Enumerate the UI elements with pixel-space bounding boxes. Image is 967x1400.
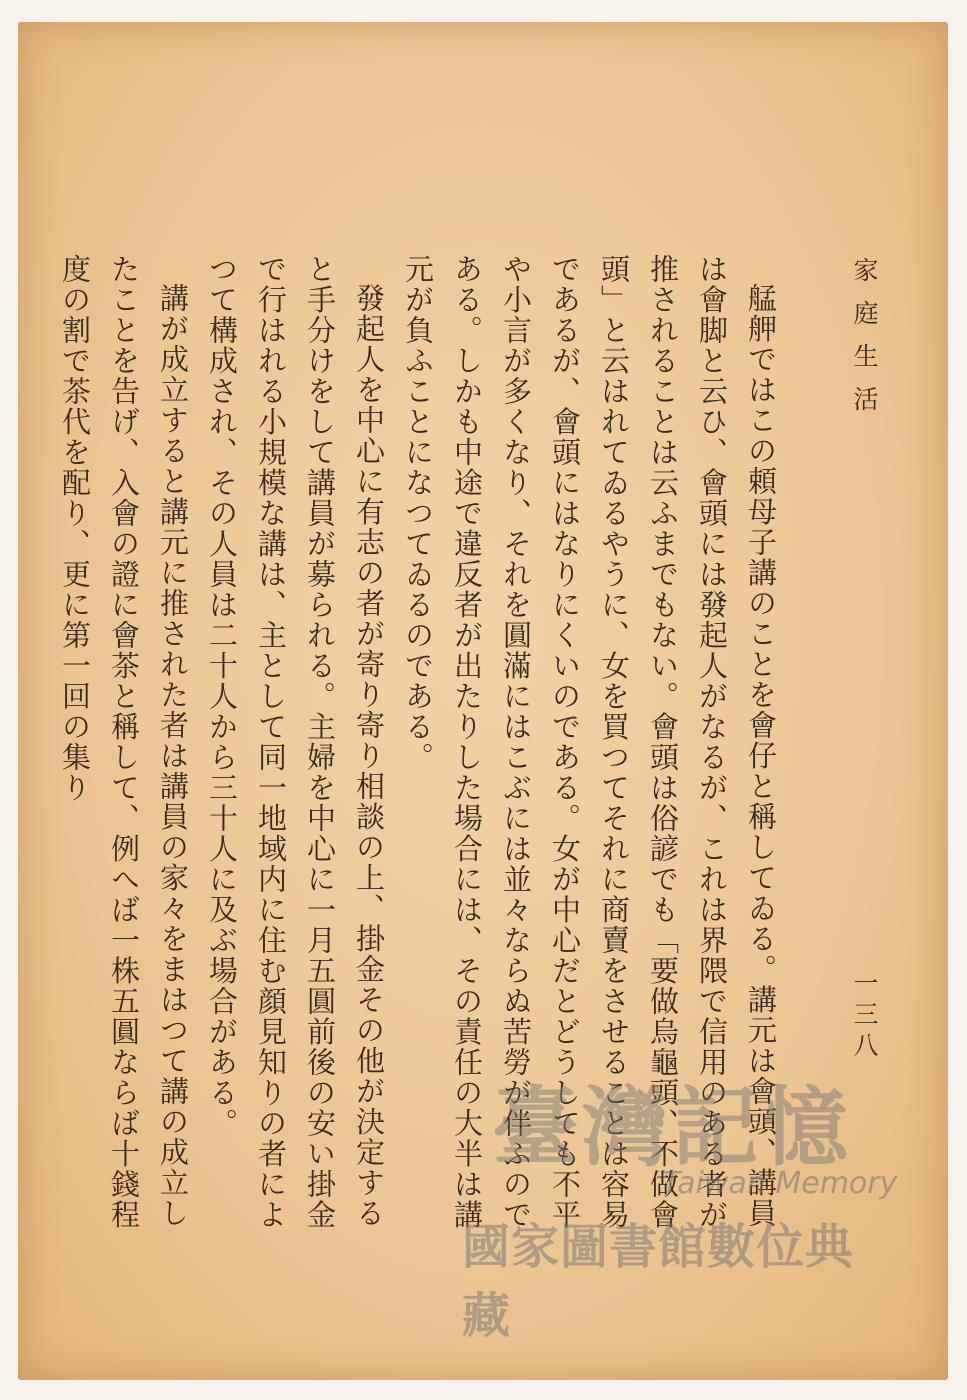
page-number: 一三八 [850, 970, 879, 1063]
watermark [462, 1058, 902, 1344]
running-head: 家庭生活 [850, 257, 879, 429]
paragraph: 艋舺ではこの頼母子講のことを會仔と稱してゐる。講元は會頭、講員は會脚と云ひ、會頭には發起人がなるが、これは界隈で信用のある者が推されることは云ふまでもない。會頭は俗諺でも「要做烏龜頭、不做會頭」と云はれてゐるやうに、女を買つてそれに商賣をさせることは容易であるが、會頭にはなりにくいのである。女が中心だとどうしても不平や小言が多くなり、それを圓滿にはこぶには並々ならぬ苦勞が伴ふのである。しかも中途で違反者が出たりした場合には、その責任の大半は講元が負ふことになつてゐるのである。 [401, 254, 778, 1230]
watermark-institution-name: 國家圖書館數位典藏 [462, 1219, 855, 1344]
watermark-calligraphy-logo: 臺灣記憶 [492, 1077, 852, 1178]
paragraph: 講が成立すると講元に推された者は講員の家々をまはつて講の成立したことを告げ、入會の證に會茶と稱して、例へば一株五圓ならば十錢程度の割で茶代を配り、更に第一回の集り [58, 254, 190, 1230]
watermark-english-logo: Taiwan Memory [662, 1166, 898, 1201]
paragraph: 發起人を中心に有志の者が寄り寄り相談の上、掛金その他が決定すると手分けをして講員が募られる。主婦を中心に一月五圓前後の安い掛金で行はれる小規模な講は、主として同一地域内に住む顔見知りの者によつて構成され、その人員は二十人から三十人に及ぶ場合がある。 [205, 254, 386, 1230]
